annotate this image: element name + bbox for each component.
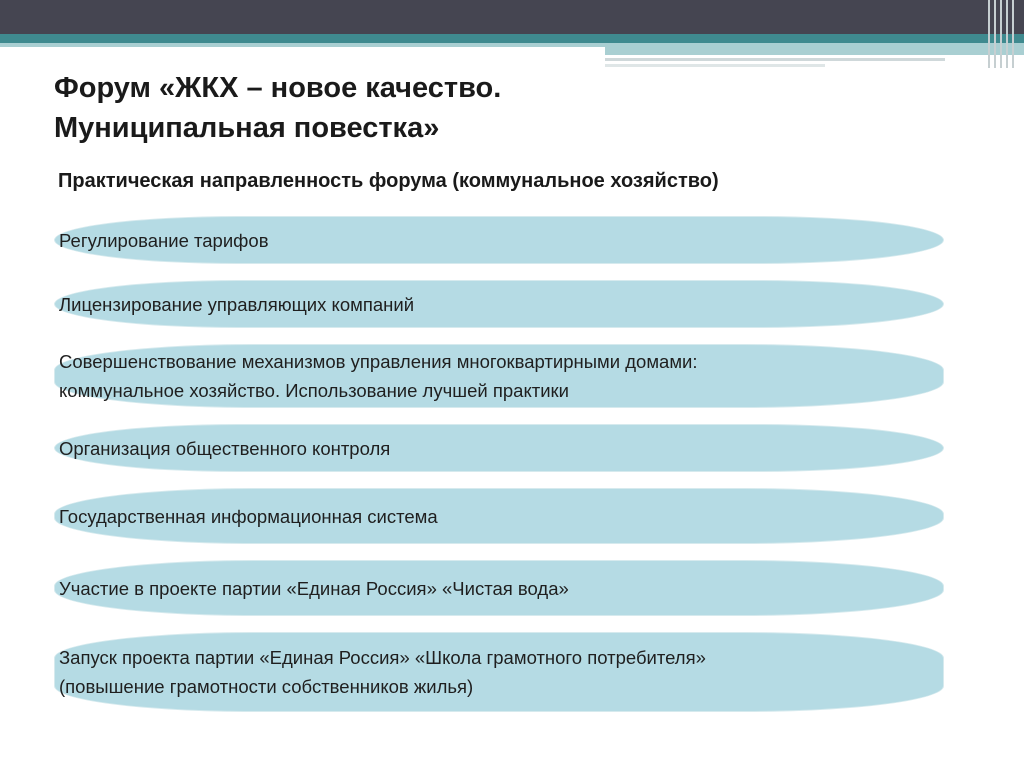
top-banner [0, 0, 1024, 34]
topic-text-line: Организация общественного контроля [59, 437, 391, 459]
title-line-2: Муниципальная повестка» [54, 112, 440, 144]
topic-text-line: Запуск проекта партии «Единая Россия» «Школа грамотного потребителя» [59, 647, 706, 668]
teal-accent-strip [0, 34, 1024, 43]
vertical-stripes-decor [984, 0, 1024, 68]
topic-text [59, 226, 269, 255]
topic-item-consumer-school [54, 632, 944, 712]
topic-text-line: Лицензирование управляющих компаний [59, 293, 415, 315]
topic-text [59, 643, 706, 701]
topic-text [59, 574, 569, 603]
section-subtitle: Практическая направленность форума (коммунальное хозяйство) [58, 170, 719, 192]
topic-text [59, 290, 414, 319]
topic-text [59, 347, 698, 405]
title-line-1: Форум «ЖКХ – новое качество. [54, 72, 502, 104]
topic-text-line: Регулирование тарифов [59, 229, 269, 251]
decor-line [605, 64, 825, 67]
topic-text [59, 502, 438, 531]
topic-text-line: Участие в проекте партии «Единая Россия» «Чистая вода» [59, 577, 569, 599]
topic-text-line: коммунальное хозяйство. Использование лучшей практики [59, 380, 569, 401]
decor-line [605, 58, 945, 61]
page-title [54, 68, 501, 148]
topic-item-tariffs [54, 216, 944, 264]
light-teal-strip-right [605, 43, 1024, 55]
light-teal-strip-left [0, 43, 605, 47]
topic-item-info-system [54, 488, 944, 544]
topic-text-line: Совершенствование механизмов управления многоквартирными домами: [59, 351, 698, 372]
topic-item-public-control [54, 424, 944, 472]
topic-item-management [54, 344, 944, 408]
topic-item-clean-water [54, 560, 944, 616]
topic-text [59, 434, 390, 463]
topic-item-licensing [54, 280, 944, 328]
topic-text-line: (повышение грамотности собственников жилья) [59, 676, 474, 697]
topic-text-line: Государственная информационная система [59, 505, 438, 527]
